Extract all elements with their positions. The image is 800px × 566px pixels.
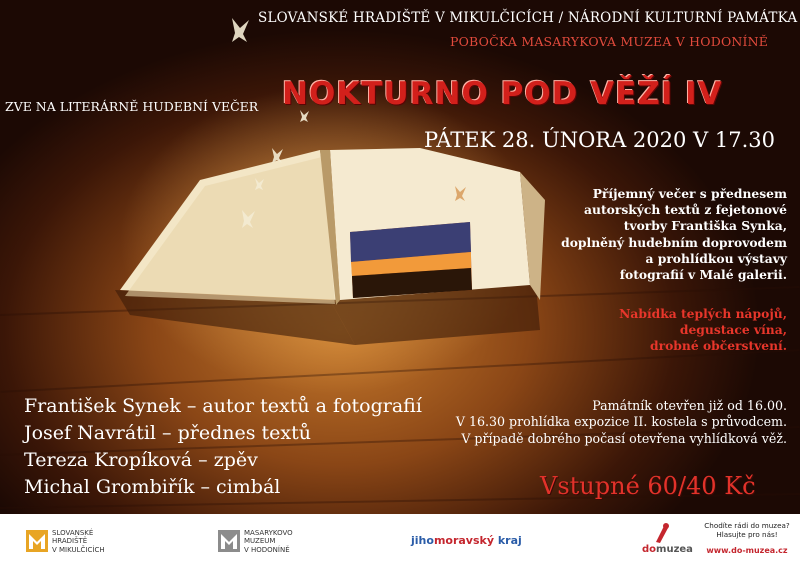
jihomoravsky-kraj-logo [411,534,522,547]
invitation-text: ZVE NA LITERÁRNĚ HUDEBNÍ VEČER [5,99,259,114]
description-line: fotografií v Malé galerii. [619,267,787,283]
slovanske-hradiste-logo-icon [26,530,48,552]
logo-text-mikulcice [52,529,105,554]
sunset-photo-in-book [350,222,472,298]
visitor-info [427,398,787,447]
do-muzea-question [697,521,797,539]
do-muzea-url: www.do-muzea.cz [706,546,788,555]
do-muzea-logo [642,544,693,555]
logo-text-hodonin [244,529,293,554]
domuzea-part: do [642,544,657,555]
description-line: autorských textů z fejetonové [584,202,787,218]
event-title: NOKTURNO POD VĚŽÍ IV [282,76,723,112]
header-branch: POBOČKA MASARYKOVA MUZEA V HODONÍNĚ [450,34,769,49]
logo-text-line: V HODONÍNĚ [244,545,290,554]
logo-text-line: MUZEUM [244,537,276,546]
kraj-part: kraj [494,534,522,547]
info-line: V 16.30 prohlídka expozice II. kostela s průvodcem. [455,414,787,430]
header-institution: SLOVANSKÉ HRADIŠTĚ V MIKULČICÍCH / NÁRODNÍ KULTURNÍ PAMÁTKA [258,10,798,26]
description-line: doplněný hudebním doprovodem [561,234,787,250]
performer-line: Michal Grombiřík – cimbál [24,476,281,498]
info-line: Památník otevřen již od 16.00. [592,398,787,413]
kraj-part: jiho [411,534,434,547]
question-line: Chodíte rádi do muzea? [704,521,790,530]
offer-line: Nabídka teplých nápojů, [619,306,787,321]
logo-text-line: V MIKULČICÍCH [52,545,105,554]
logo-text-line: MASARYKOVO [244,529,293,537]
logo-text-line: SLOVANSKÉ [52,529,94,537]
refreshment-offer [487,306,787,355]
do-muzea-brush-icon [652,522,676,544]
sponsor-footer [0,514,800,566]
event-description [487,186,787,283]
description-line: tvorby Františka Synka, [623,218,787,234]
info-line: V případě dobrého počasí otevřena vyhlídková věž. [461,430,787,446]
masarykovo-muzeum-logo-icon [218,530,240,552]
kraj-part: moravský [433,534,495,547]
description-line: a prohlídkou výstavy [645,250,787,266]
offer-line: degustace vína, [679,322,787,338]
question-line: Hlasujte pro nás! [716,530,778,539]
domuzea-part: muzea [656,544,693,555]
logo-text-line: HRADIŠTĚ [52,537,88,546]
performer-line: František Synek – autor textů a fotografií [24,395,422,417]
admission-price: Vstupné 60/40 Kč [540,472,756,500]
event-date: PÁTEK 28. ÚNORA 2020 V 17.30 [424,128,776,152]
performer-line: Tereza Kropíková – zpěv [24,449,258,471]
performer-line: Josef Navrátil – přednes textů [24,422,311,444]
description-line: Příjemný večer s přednesem [592,186,787,201]
offer-line: drobné občerstvení. [650,338,787,354]
